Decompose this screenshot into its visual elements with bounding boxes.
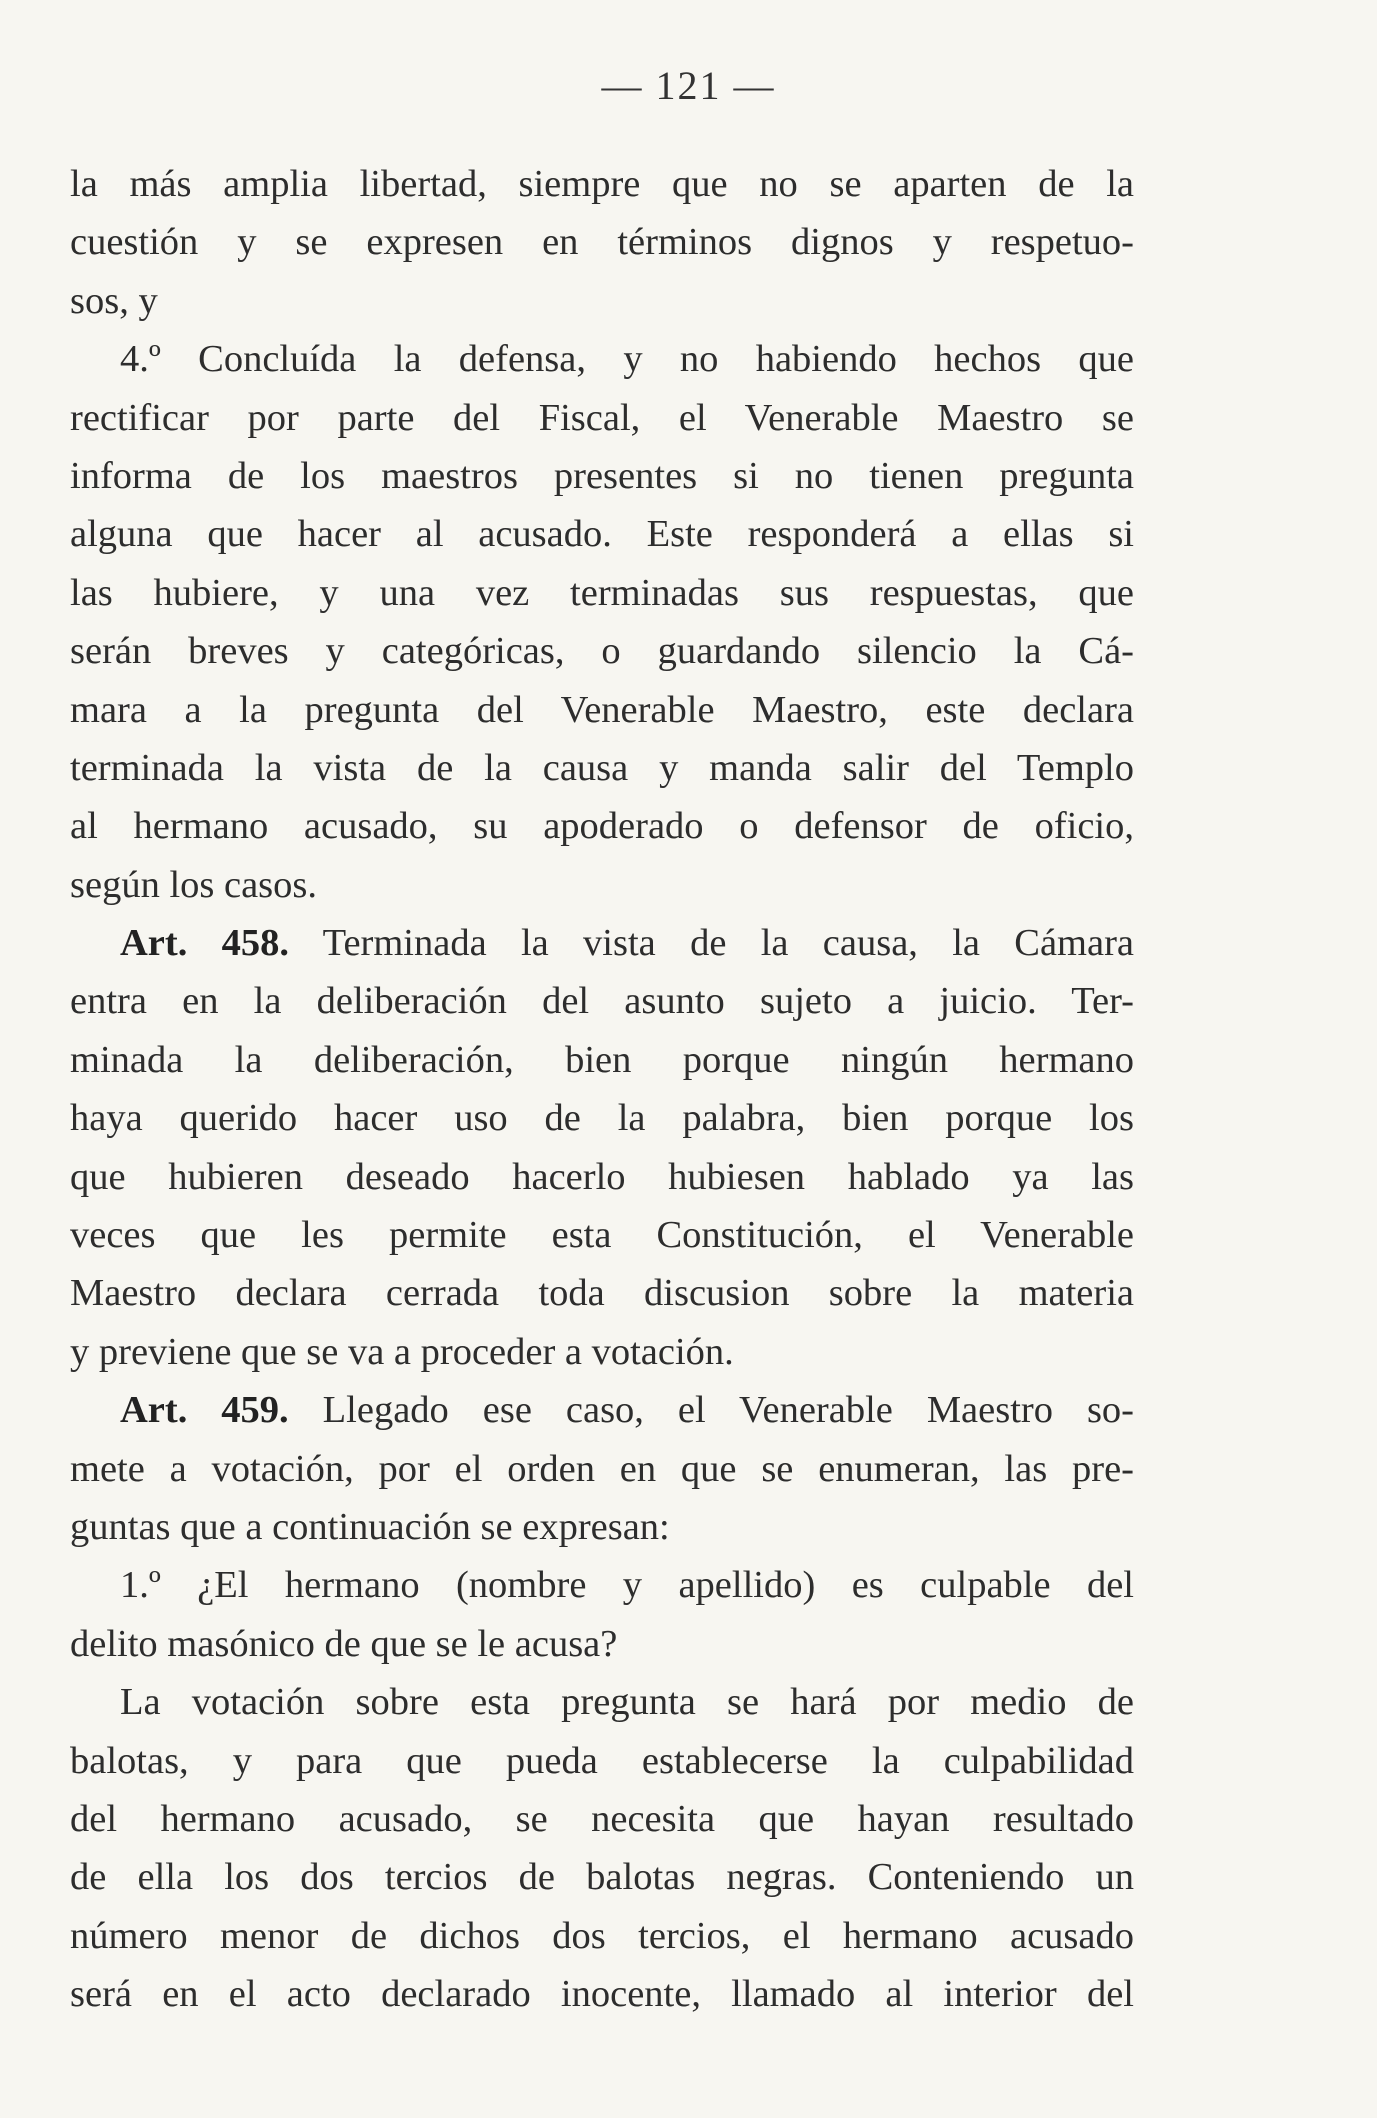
text-line	[70, 1323, 1134, 1381]
text-line	[70, 155, 1134, 213]
line-text: balotas, y para que pueda establecerse la culpabilidad	[70, 1739, 1134, 1782]
article-label: Art. 458.	[120, 922, 290, 965]
text-line	[70, 389, 1134, 447]
line-text: mete a votación, por el orden en que se enumeran, las pre-	[70, 1447, 1134, 1490]
text-line	[70, 681, 1134, 739]
text-line	[70, 1732, 1134, 1790]
line-text: mara a la pregunta del Venerable Maestro, este declara	[70, 688, 1134, 731]
line-text: cuestión y se expresen en términos dignos y respetuo-	[70, 221, 1134, 264]
text-line	[70, 1031, 1134, 1089]
article-label: Art. 459.	[120, 1389, 289, 1432]
line-text: que hubieren deseado hacerlo hubiesen hablado ya las	[70, 1155, 1134, 1198]
line-text: minada la deliberación, bien porque ningún hermano	[70, 1038, 1134, 1081]
body-text	[70, 155, 1134, 2024]
text-line	[70, 213, 1134, 271]
line-text: será en el acto declarado inocente, llamado al interior del	[70, 1973, 1134, 2016]
line-text: 4.º Concluída la defensa, y no habiendo hechos que	[120, 338, 1134, 381]
line-text: número menor de dichos dos tercios, el hermano acusado	[70, 1914, 1134, 1957]
line-text: Terminada la vista de la causa, la Cámara	[289, 922, 1134, 965]
text-line	[70, 1848, 1134, 1906]
text-line	[70, 1673, 1134, 1731]
text-line	[70, 447, 1134, 505]
text-line	[70, 1907, 1134, 1965]
text-line	[70, 272, 1134, 330]
text-line	[70, 797, 1134, 855]
line-text: haya querido hacer uso de la palabra, bien porque los	[70, 1097, 1134, 1140]
page-number: — 121 —	[601, 63, 776, 108]
line-text: Llegado ese caso, el Venerable Maestro so-	[288, 1389, 1134, 1432]
line-text: sos, y	[70, 279, 158, 322]
text-line	[70, 914, 1134, 972]
line-text: las hubiere, y una vez terminadas sus respuestas, que	[70, 571, 1134, 614]
line-text: y previene que se va a proceder a votación.	[70, 1330, 734, 1373]
text-line	[70, 1381, 1134, 1439]
text-line	[70, 1089, 1134, 1147]
text-line	[70, 1148, 1134, 1206]
text-line	[70, 1498, 1134, 1556]
line-text: alguna que hacer al acusado. Este responderá a ellas si	[70, 513, 1134, 556]
line-text: del hermano acusado, se necesita que hayan resultado	[70, 1797, 1134, 1840]
line-text: 1.º ¿El hermano (nombre y apellido) es culpable del	[120, 1564, 1134, 1607]
line-text: entra en la deliberación del asunto sujeto a juicio. Ter-	[70, 980, 1134, 1023]
text-line	[70, 1206, 1134, 1264]
line-text: informa de los maestros presentes si no tienen pregunta	[70, 454, 1134, 497]
line-text: serán breves y categóricas, o guardando silencio la Cá-	[70, 630, 1134, 673]
line-text: delito masónico de que se le acusa?	[70, 1622, 618, 1665]
line-text: la más amplia libertad, siempre que no se aparten de la	[70, 163, 1134, 205]
line-text: de ella los dos tercios de balotas negras. Conteniendo un	[70, 1856, 1134, 1899]
text-line	[70, 856, 1134, 914]
line-text: terminada la vista de la causa y manda salir del Templo	[70, 746, 1134, 789]
line-text: veces que les permite esta Constitución, el Venerable	[70, 1214, 1134, 1257]
line-text: al hermano acusado, su apoderado o defensor de oficio,	[70, 805, 1134, 848]
line-text: guntas que a continuación se expresan:	[70, 1505, 670, 1548]
text-line	[70, 1556, 1134, 1614]
text-line	[70, 739, 1134, 797]
text-line	[70, 330, 1134, 388]
text-line	[70, 564, 1134, 622]
text-line	[70, 1264, 1134, 1322]
text-line	[70, 1965, 1134, 2023]
line-text: Maestro declara cerrada toda discusion sobre la materia	[70, 1272, 1134, 1315]
line-text: La votación sobre esta pregunta se hará por medio de	[120, 1681, 1134, 1724]
line-text: rectificar por parte del Fiscal, el Venerable Maestro se	[70, 396, 1134, 439]
text-line	[70, 1615, 1134, 1673]
text-line	[70, 972, 1134, 1030]
line-text: según los casos.	[70, 863, 318, 906]
text-line	[70, 1790, 1134, 1848]
text-line	[70, 1440, 1134, 1498]
text-line	[70, 505, 1134, 563]
text-line	[70, 622, 1134, 680]
